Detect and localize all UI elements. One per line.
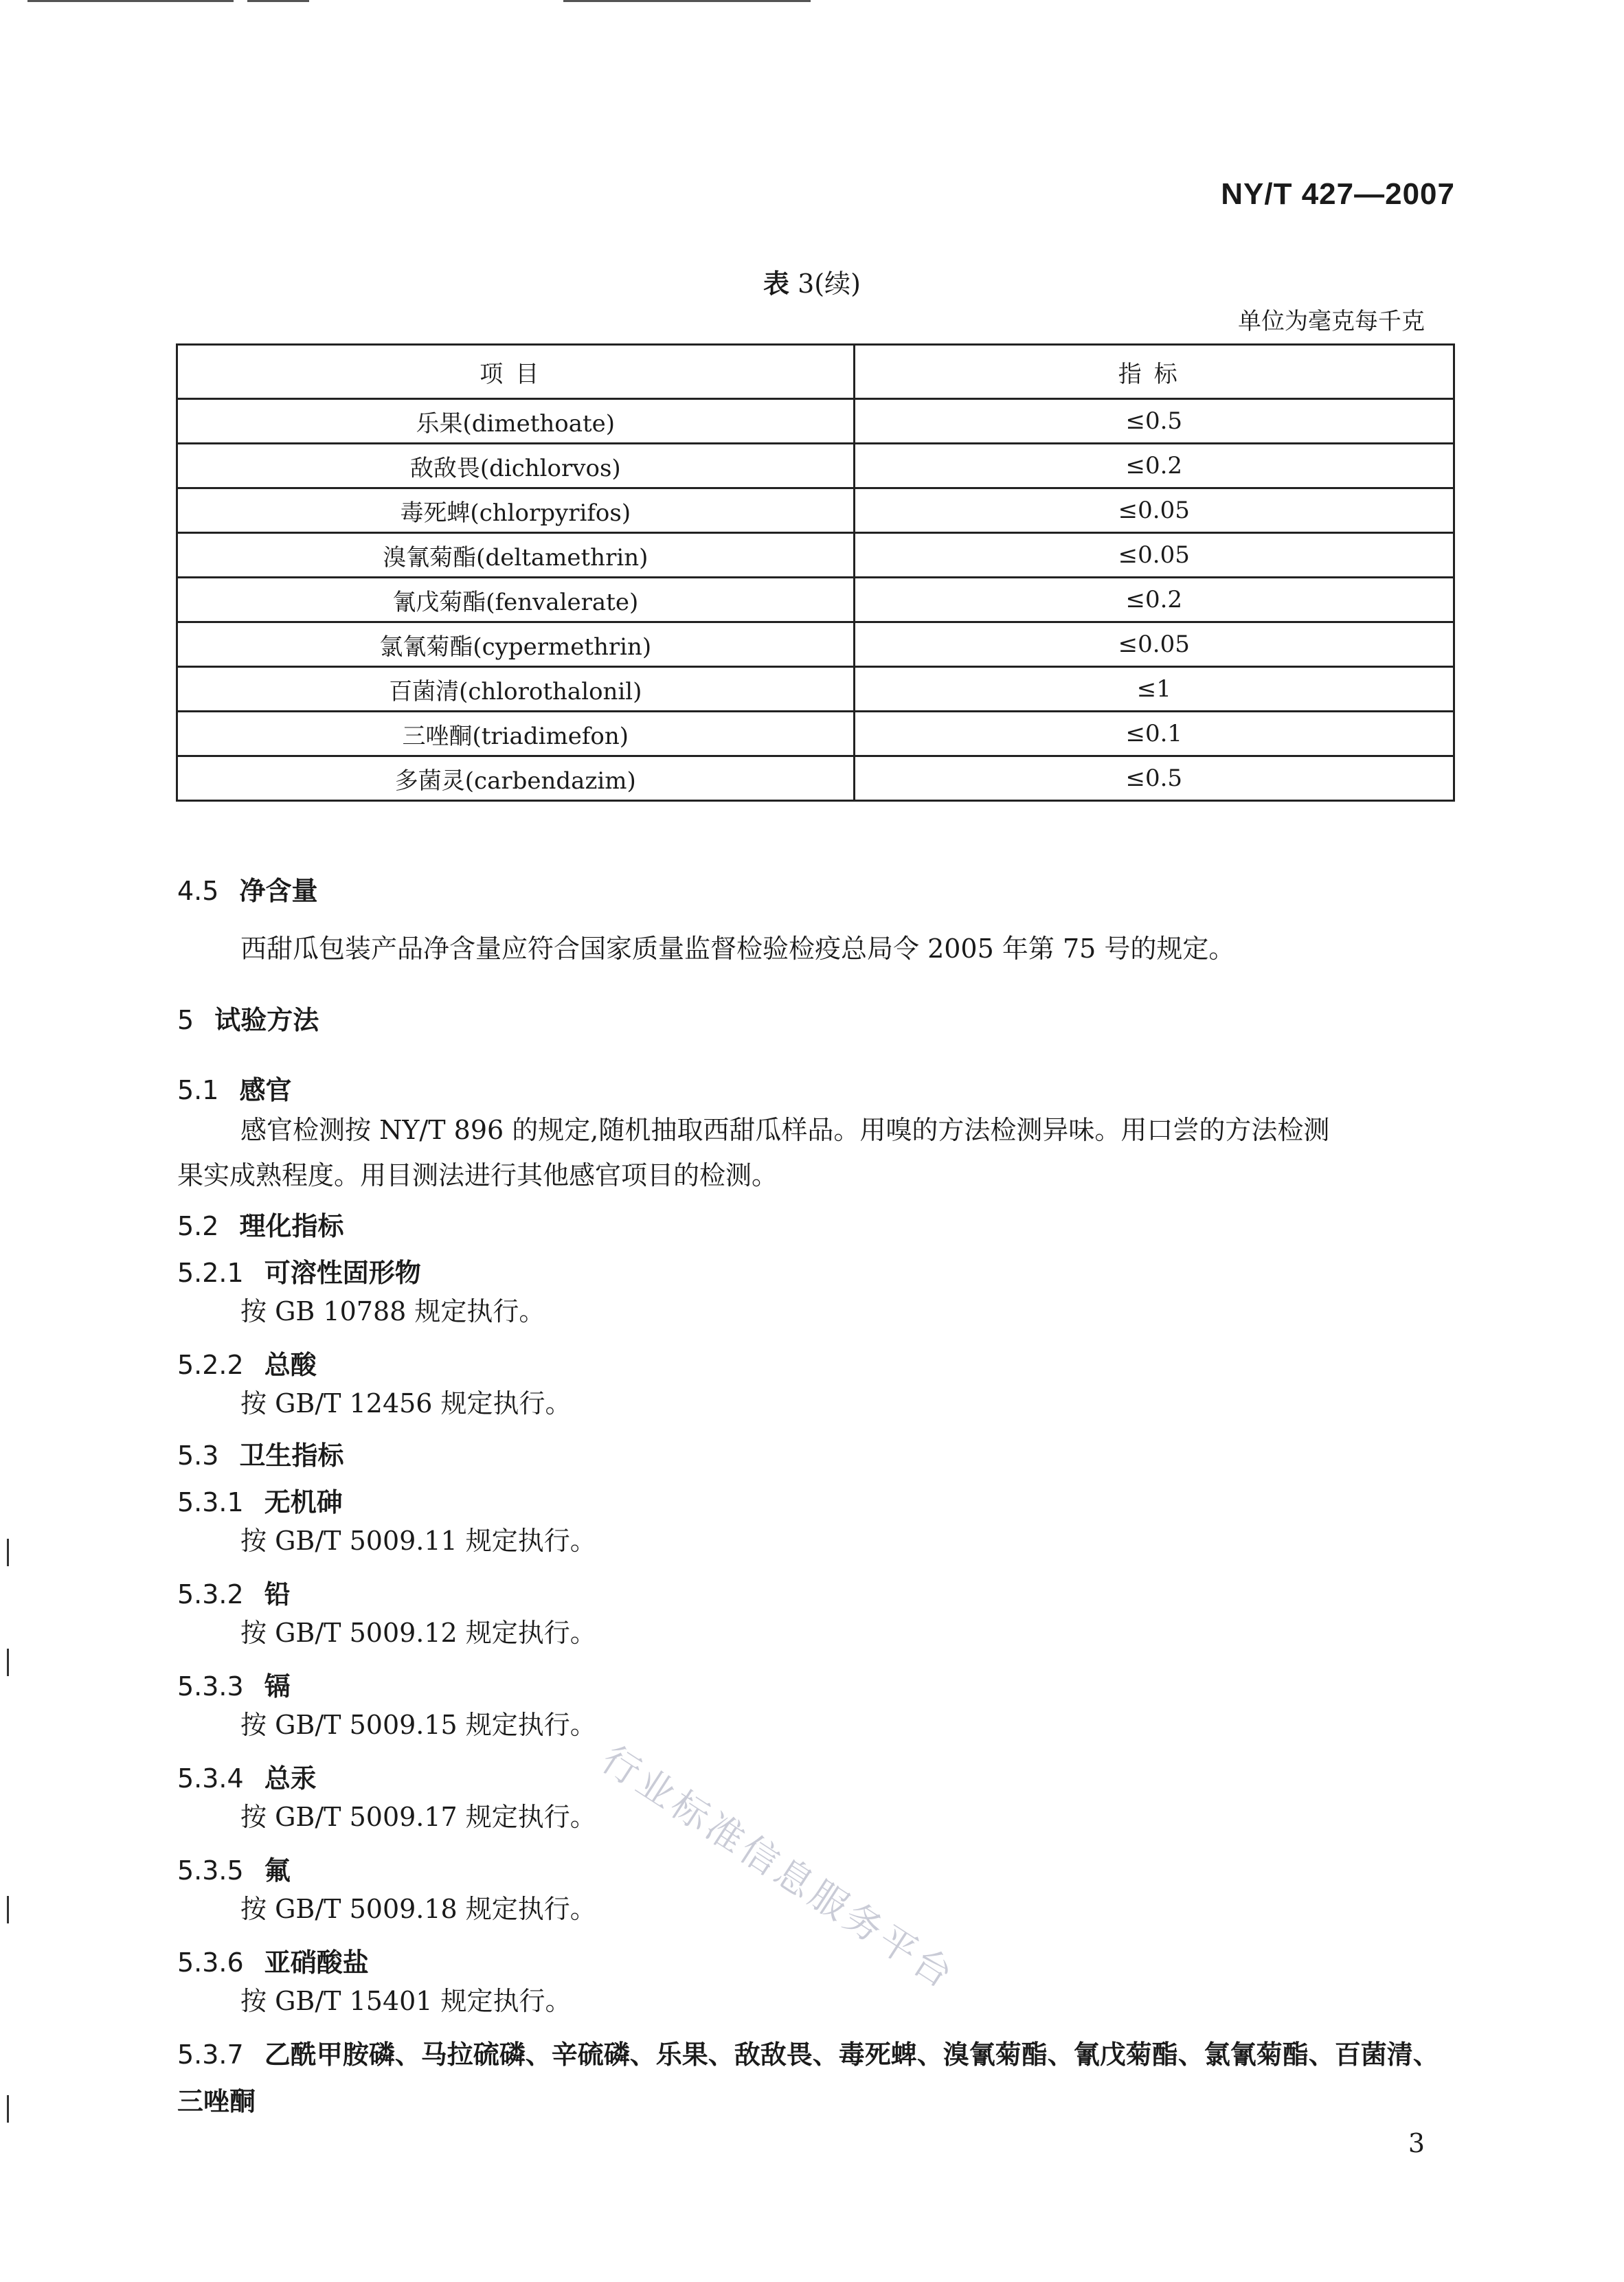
section-text-5-2-1: 按 GB 10788 规定执行。 xyxy=(240,1296,545,1326)
scan-artifact-mark xyxy=(7,2095,9,2123)
table-caption xyxy=(0,262,1624,300)
row-value: ≤0.05 xyxy=(854,533,1454,578)
table-row xyxy=(177,399,1454,444)
section-heading-5: 5 试验方法 xyxy=(177,1005,319,1035)
section-heading-5-3-7: 5.3.7 乙酰甲胺磷、马拉硫磷、辛硫磷、乐果、敌敌畏、毒死蜱、溴氰菊酯、氰戊菊酯、氯氰菊酯、百菌清、 xyxy=(177,2040,1439,2070)
row-item: 溴氰菊酯(deltamethrin) xyxy=(177,533,855,578)
section-heading-5-3-4: 5.3.4 总汞 xyxy=(177,1763,317,1794)
table-row xyxy=(177,488,1454,533)
table-row xyxy=(177,578,1454,622)
section-text-5-1-line2: 果实成熟程度。用目测法进行其他感官项目的检测。 xyxy=(177,1160,778,1190)
section-text-5-3-3: 按 GB/T 5009.15 规定执行。 xyxy=(240,1710,596,1740)
scan-artifact-line xyxy=(563,0,811,2)
row-value: ≤0.05 xyxy=(854,488,1454,533)
table-row xyxy=(177,712,1454,756)
table-unit: 单位为毫克每千克 xyxy=(1238,308,1425,335)
row-item: 毒死蜱(chlorpyrifos) xyxy=(177,488,855,533)
scan-artifact-mark xyxy=(7,1896,9,1923)
table-row xyxy=(177,533,1454,578)
section-heading-5-3: 5.3 卫生指标 xyxy=(177,1441,344,1471)
section-heading-5-3-5: 5.3.5 氟 xyxy=(177,1855,291,1886)
section-heading-5-2-2: 5.2.2 总酸 xyxy=(177,1350,317,1380)
row-value: ≤0.1 xyxy=(854,712,1454,756)
row-value: ≤0.2 xyxy=(854,444,1454,488)
row-item: 氯氰菊酯(cypermethrin) xyxy=(177,622,855,667)
table-caption-rest: 3(续) xyxy=(789,269,861,299)
scan-artifact-line xyxy=(27,0,234,2)
row-item: 敌敌畏(dichlorvos) xyxy=(177,444,855,488)
scan-artifact-line xyxy=(247,0,309,2)
section-text-5-3-6: 按 GB/T 15401 规定执行。 xyxy=(240,1986,572,2016)
row-value: ≤0.5 xyxy=(854,399,1454,444)
table-caption-bold: 表 xyxy=(763,268,790,299)
section-text-5-1-line1: 感官检测按 NY/T 896 的规定,随机抽取西甜瓜样品。用嗅的方法检测异味。用口尝的方法检测 xyxy=(240,1115,1330,1145)
table-row xyxy=(177,444,1454,488)
section-text-4-5: 西甜瓜包装产品净含量应符合国家质量监督检验检疫总局令 2005 年第 75 号的规定。 xyxy=(240,934,1235,964)
row-item: 乐果(dimethoate) xyxy=(177,399,855,444)
section-text-5-3-2: 按 GB/T 5009.12 规定执行。 xyxy=(240,1618,596,1648)
section-heading-5-2: 5.2 理化指标 xyxy=(177,1211,344,1241)
column-header-index: 指标 xyxy=(854,345,1454,399)
section-text-5-3-5: 按 GB/T 5009.18 规定执行。 xyxy=(240,1894,596,1924)
section-heading-5-1: 5.1 感官 xyxy=(177,1075,292,1105)
watermark: 行业标准信息服务平台 xyxy=(594,1737,964,1998)
scan-artifact-mark xyxy=(7,1539,9,1566)
section-text-5-3-1: 按 GB/T 5009.11 规定执行。 xyxy=(240,1526,596,1556)
row-item: 百菌清(chlorothalonil) xyxy=(177,667,855,712)
scan-artifact-mark xyxy=(7,1649,9,1676)
row-item: 三唑酮(triadimefon) xyxy=(177,712,855,756)
row-value: ≤0.5 xyxy=(854,756,1454,801)
section-heading-5-3-7-cont: 三唑酮 xyxy=(177,2086,256,2116)
row-value: ≤1 xyxy=(854,667,1454,712)
pesticide-limit-table xyxy=(176,343,1455,802)
table-header-row xyxy=(177,345,1454,399)
standard-code: NY/T 427—2007 xyxy=(1221,177,1455,211)
row-value: ≤0.05 xyxy=(854,622,1454,667)
table-row xyxy=(177,667,1454,712)
section-heading-4-5: 4.5 净含量 xyxy=(177,876,318,906)
section-text-5-3-4: 按 GB/T 5009.17 规定执行。 xyxy=(240,1802,596,1832)
table-row xyxy=(177,756,1454,801)
section-heading-5-3-2: 5.3.2 铅 xyxy=(177,1579,291,1609)
row-item: 氰戊菊酯(fenvalerate) xyxy=(177,578,855,622)
row-item: 多菌灵(carbendazim) xyxy=(177,756,855,801)
table-row xyxy=(177,622,1454,667)
section-heading-5-3-1: 5.3.1 无机砷 xyxy=(177,1487,343,1517)
section-text-5-2-2: 按 GB/T 12456 规定执行。 xyxy=(240,1388,572,1419)
section-heading-5-2-1: 5.2.1 可溶性固形物 xyxy=(177,1258,421,1288)
page-number: 3 xyxy=(1408,2128,1425,2158)
section-heading-5-3-6: 5.3.6 亚硝酸盐 xyxy=(177,1947,369,1978)
row-value: ≤0.2 xyxy=(854,578,1454,622)
column-header-item: 项目 xyxy=(177,345,855,399)
section-heading-5-3-3: 5.3.3 镉 xyxy=(177,1671,291,1702)
